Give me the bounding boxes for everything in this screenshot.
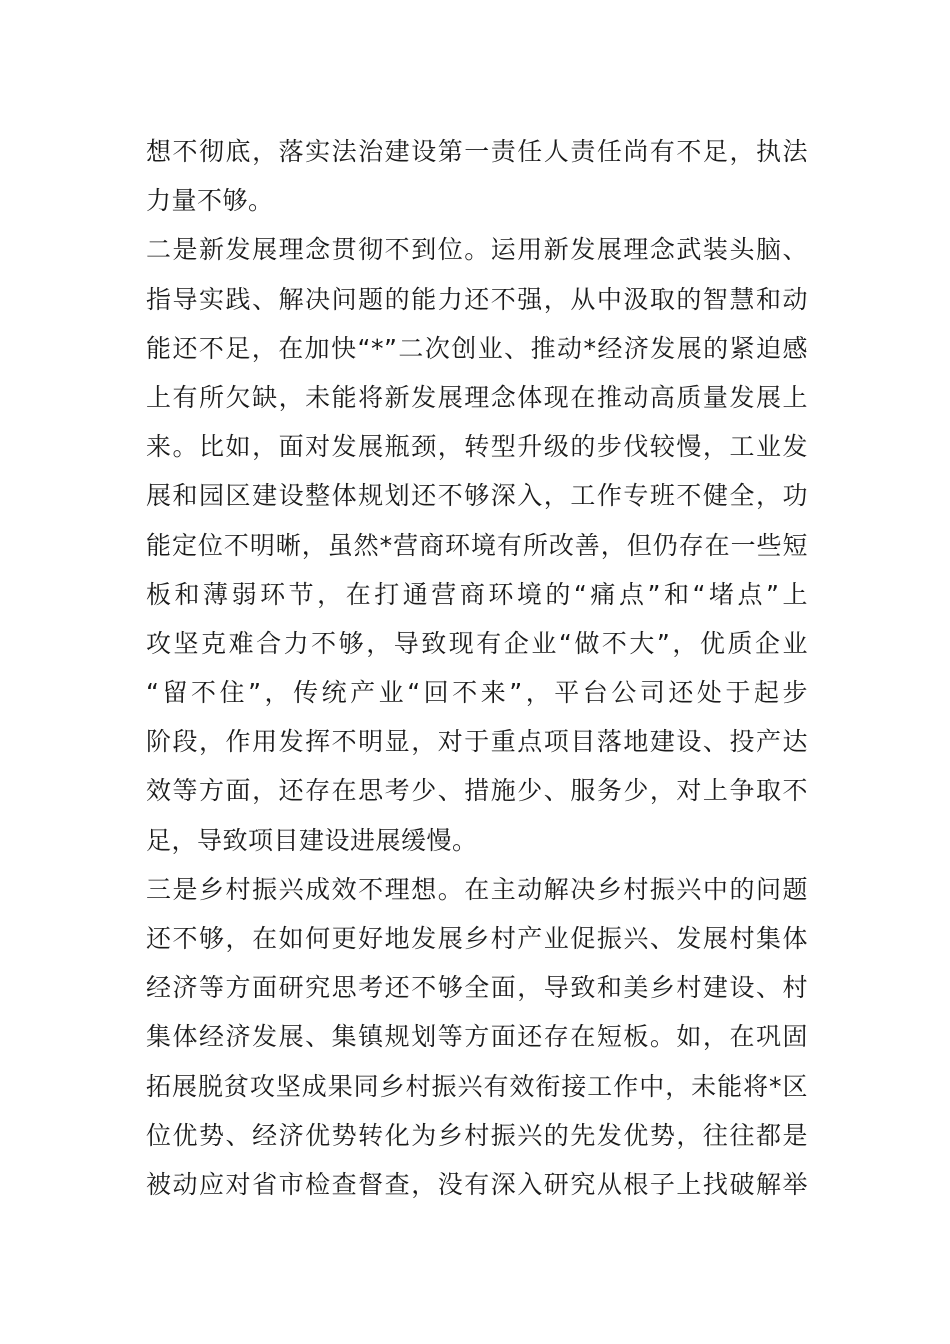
- document-body: [146, 127, 808, 1209]
- text-line: 集体经济发展、集镇规划等方面还存在短板。如，在巩固: [146, 1022, 808, 1052]
- text-line: 板和薄弱环节，在打通营商环境的“痛点”和“堵点”上: [146, 579, 808, 609]
- text-line: 上有所欠缺，未能将新发展理念体现在推动高质量发展上: [146, 382, 808, 412]
- text-line: 效等方面，还存在思考少、措施少、服务少，对上争取不: [146, 776, 808, 806]
- text-line: 指导实践、解决问题的能力还不强，从中汲取的智慧和动: [146, 284, 808, 314]
- text-line: 还不够，在如何更好地发展乡村产业促振兴、发展村集体: [146, 924, 808, 953]
- text-line: 想不彻底，落实法治建设第一责任人责任尚有不足，执法: [146, 137, 808, 166]
- text-line: 攻坚克难合力不够，导致现有企业“做不大”，优质企业: [146, 628, 808, 658]
- text-line: 阶段，作用发挥不明显，对于重点项目落地建设、投产达: [146, 727, 808, 757]
- text-line: 三是乡村振兴成效不理想。在主动解决乡村振兴中的问题: [146, 874, 808, 904]
- text-line: 被动应对省市检查督查，没有深入研究从根子上找破解举: [146, 1169, 808, 1199]
- text-line: 足，导致项目建设进展缓慢。: [146, 825, 478, 855]
- text-line: 经济等方面研究思考还不够全面，导致和美乡村建设、村: [146, 973, 808, 1003]
- text-line: 来。比如，面对发展瓶颈，转型升级的步伐较慢，工业发: [146, 432, 808, 462]
- text-line: 二是新发展理念贯彻不到位。运用新发展理念武装头脑、: [146, 235, 808, 265]
- text-line: 能定位不明晰，虽然*营商环境有所改善，但仍存在一些短: [146, 530, 808, 560]
- text-line: 展和园区建设整体规划还不够深入，工作专班不健全，功: [146, 481, 808, 511]
- text-line: 位优势、经济优势转化为乡村振兴的先发优势，往往都是: [146, 1120, 808, 1150]
- text-line: “留不住”，传统产业“回不来”，平台公司还处于起步: [146, 678, 808, 708]
- text-line: 拓展脱贫攻坚成果同乡村振兴有效衔接工作中，未能将*区: [146, 1071, 808, 1101]
- text-line: 力量不够。: [146, 186, 274, 216]
- text-line: 能还不足，在加快“*”二次创业、推动*经济发展的紧迫感: [146, 333, 808, 363]
